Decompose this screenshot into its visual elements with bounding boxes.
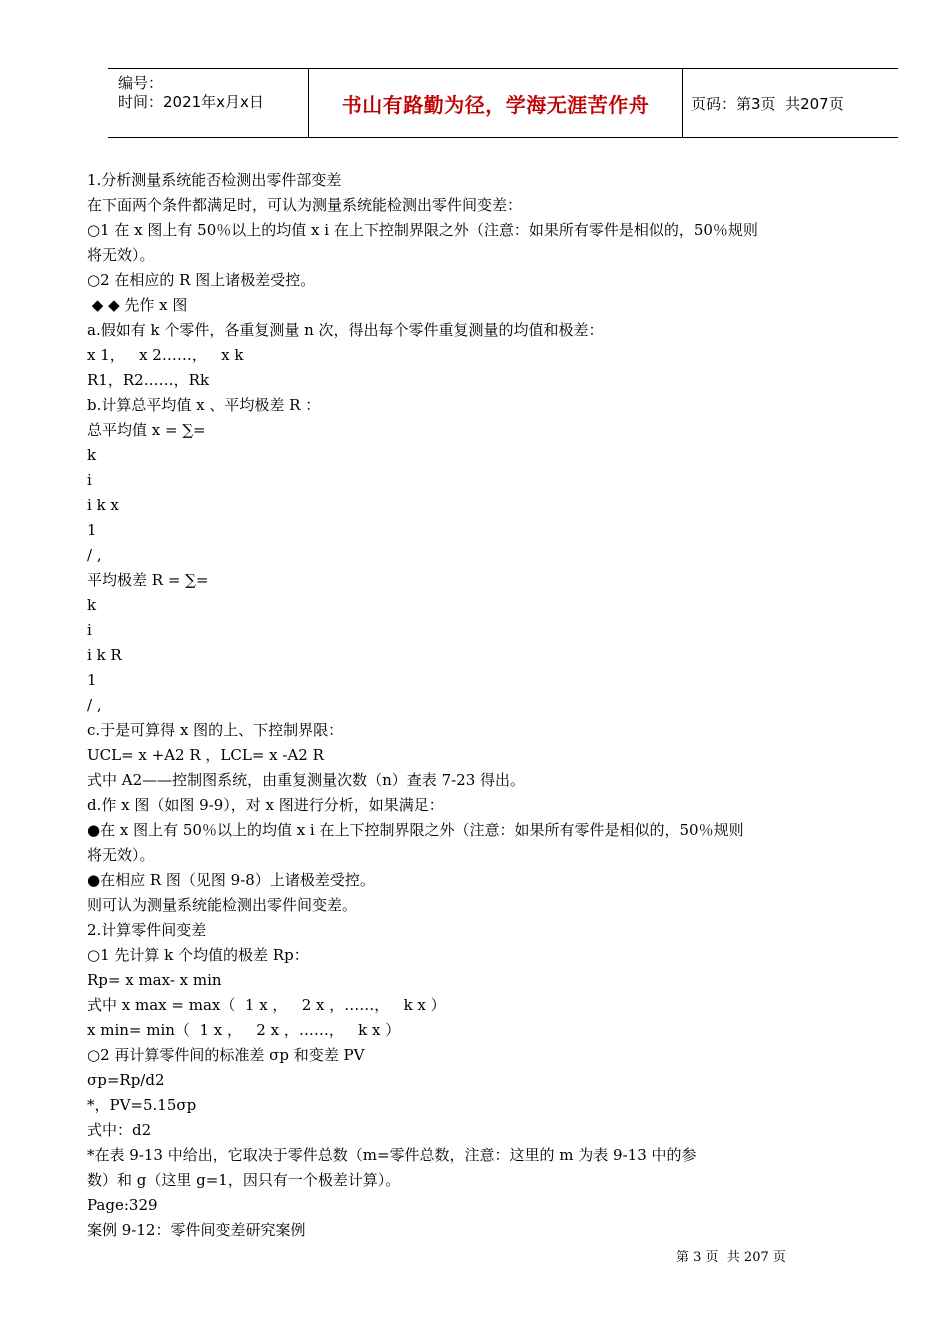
motto: 书山有路勤为径，学海无涯苦作舟 [341,92,650,117]
text-line: 式中 A2——控制图系统，由重复测量次数（n）查表 7-23 得出。 [87,771,526,789]
text-line: 式中 x max = max（ 1 x ， 2 x ，……， k x ） [87,996,446,1014]
text-line: ○2 再计算零件间的标准差 σp 和变差 PV [87,1046,365,1064]
text-line: *在表 9-13 中给出，它取决于零件总数（m=零件总数，注意：这里的 m 为表 9-13 中的参 [87,1146,697,1164]
text-line: Page:329 [87,1196,158,1214]
text-line: 平均极差 R = ∑= [87,571,209,589]
text-line: 1 [87,671,97,689]
text-line: ◆ ◆ 先作 x 图 [87,296,188,314]
text-line: 将无效）。 [87,246,155,264]
text-line: k [87,596,97,614]
text-line: 将无效）。 [87,846,155,864]
header-page-info: 页码：第3页 共207页 [691,94,844,113]
text-line: b.计算总平均值 x 、平均极差 R ： [87,396,321,414]
text-line: Rp= x max- x min [87,971,222,989]
text-line: 式中：d2 [87,1121,152,1139]
text-line: k [87,446,97,464]
text-line: / , [87,696,102,714]
text-line: ○2 在相应的 R 图上诸极差受控。 [87,271,316,289]
text-line: x 1， x 2……， x k [87,346,244,364]
page-header [108,68,898,138]
text-line: i k R [87,646,122,664]
header-meta [108,69,309,137]
text-line: 1.分析测量系统能否检测出零件部变差 [87,171,342,189]
text-line: UCL= x +A2 R ，LCL= x -A2 R [87,746,324,764]
text-line: 总平均值 x = ∑= [87,421,206,439]
text-line: i [87,621,92,639]
text-line: 案例 9-12：零件间变差研究案例 [87,1221,306,1239]
text-line: 数）和 g（这里 g=1，因只有一个极差计算）。 [87,1171,401,1189]
text-line: 2.计算零件间变差 [87,921,207,939]
text-line: c.于是可算得 x 图的上、下控制界限： [87,721,344,739]
text-line: ●在 x 图上有 50％以上的均值 x i 在上下控制界限之外（注意：如果所有零件是相似的，50％规则 [87,821,744,839]
page-footer: 第 3 页 共 207 页 [676,1250,786,1265]
header-motto-cell [309,69,683,137]
text-line: 则可认为测量系统能检测出零件间变差。 [87,896,358,914]
date-label: 时间：2021年x月x日 [118,93,264,111]
text-line: x min= min（ 1 x ， 2 x ，……， k x ） [87,1021,401,1039]
text-line: *，PV=5.15σp [87,1096,197,1114]
text-line: / , [87,546,102,564]
text-line: R1，R2……，Rk [87,371,210,389]
text-line: a.假如有 k 个零件，各重复测量 n 次，得出每个零件重复测量的均值和极差： [87,321,604,339]
text-line: 1 [87,521,97,539]
text-line: i k x [87,496,119,514]
text-line: 在下面两个条件都满足时，可认为测量系统能检测出零件间变差： [87,196,523,214]
text-line: i [87,471,92,489]
text-line: ●在相应 R 图（见图 9-8）上诸极差受控。 [87,871,375,889]
text-line: ○1 先计算 k 个均值的极差 Rp： [87,946,309,964]
document-body [87,168,827,1243]
text-line: d.作 x 图（如图 9-9），对 x 图进行分析，如果满足： [87,796,444,814]
text-line: ○1 在 x 图上有 50％以上的均值 x i 在上下控制界限之外（注意：如果所有零件是相似的，50％规则 [87,221,758,239]
serial-label: 编号： [118,74,164,92]
text-line: σp=Rp/d2 [87,1071,165,1089]
